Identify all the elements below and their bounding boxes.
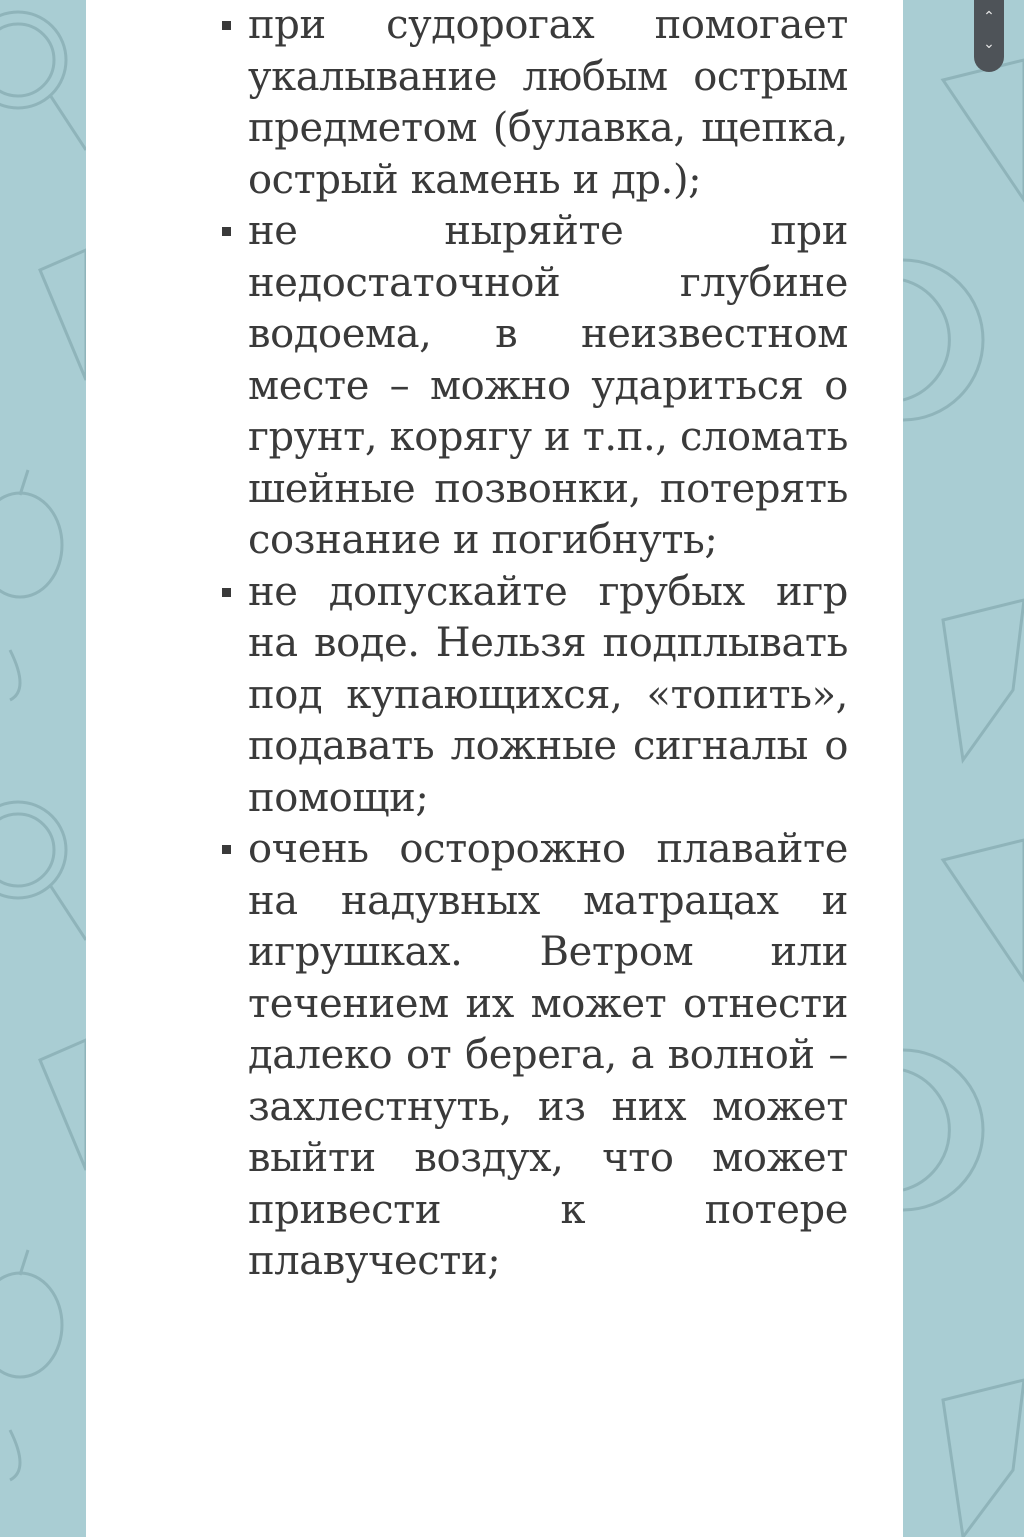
bullet-marker: [222, 845, 231, 854]
list-item: [248, 0, 848, 206]
safety-rules-list: [248, 0, 848, 1288]
list-item-text: очень осторожно плавайте на надувных матрацах и игрушках. Ветром или течением их может отнести далеко от берега, а волной – захлестнуть, из них может выйти воздух, что может привести к потере плавучести;: [248, 826, 848, 1284]
list-item-text: при судорогах помогает укалывание любым острым предметом (булавка, щепка, острый камень и др.);: [248, 2, 848, 203]
right-decorative-background: [903, 0, 1024, 1537]
list-item-text: не ныряйте при недостаточной глубине водоема, в неизвестном месте – можно удариться о грунт, корягу и т.п., сломать шейные позвонки, потерять сознание и погибнуть;: [248, 208, 848, 563]
scroll-widget[interactable]: [974, 0, 1004, 72]
bullet-marker: [222, 227, 231, 236]
document-page: [86, 0, 903, 1537]
list-item: [248, 206, 848, 567]
list-item-text: не допускайте грубых игр на воде. Нельзя подплывать под купающихся, «топить», подавать ложные сигналы о помощи;: [248, 568, 848, 821]
bullet-marker: [222, 588, 231, 597]
list-item: [248, 567, 848, 825]
school-doodles-left: [0, 0, 86, 1537]
left-decorative-background: [0, 0, 86, 1537]
chevron-up-icon[interactable]: ⌃: [983, 9, 995, 25]
school-doodles-right: [903, 0, 1024, 1537]
bullet-marker: [222, 21, 231, 30]
chevron-down-icon[interactable]: ⌄: [983, 36, 995, 52]
list-item: [248, 824, 848, 1288]
